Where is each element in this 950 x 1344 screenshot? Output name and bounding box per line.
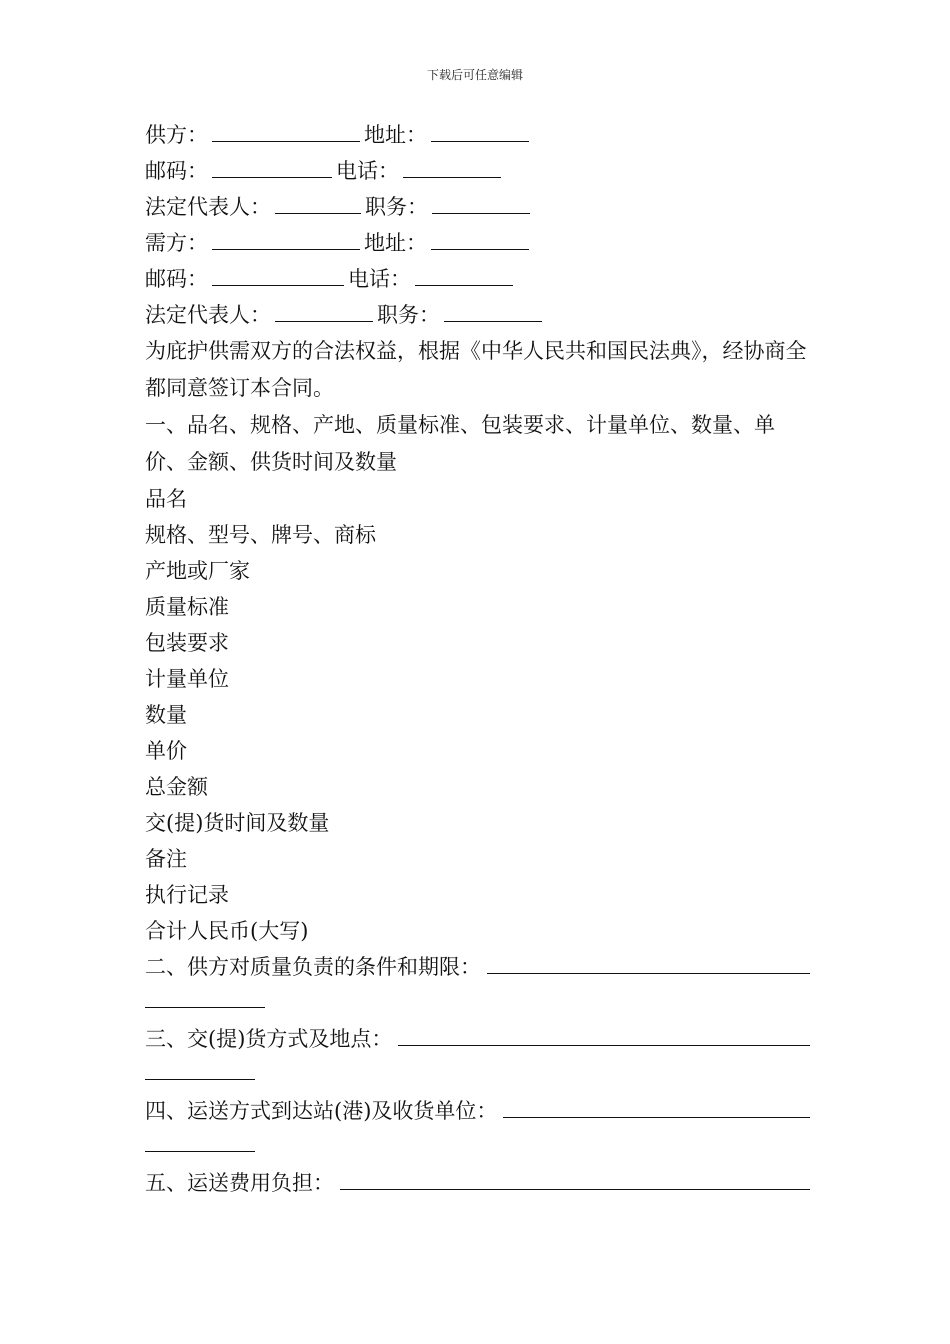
supplier-address-field[interactable] (431, 119, 529, 142)
buyer-postcode-label: 邮码： (145, 267, 208, 291)
section-3-field-cont[interactable] (145, 1057, 255, 1080)
buyer-label: 需方： (145, 231, 208, 255)
supplier-postcode-label: 邮码： (145, 159, 208, 183)
list-item: 总金额 (145, 775, 208, 799)
section-5-row (145, 1165, 810, 1201)
buyer-name-field[interactable] (212, 227, 360, 250)
section-3-continuation (145, 1057, 810, 1093)
section-4-row (145, 1093, 810, 1129)
supplier-rep-field[interactable] (275, 191, 361, 214)
buyer-address-field[interactable] (431, 227, 529, 250)
buyer-position-field[interactable] (444, 299, 542, 322)
contract-body (145, 117, 810, 1201)
list-item: 包装要求 (145, 631, 229, 655)
section-4-continuation (145, 1129, 810, 1165)
section-5-field[interactable] (340, 1167, 810, 1190)
supplier-postcode-field[interactable] (212, 155, 332, 178)
section-5-label: 五、运送费用负担： (145, 1171, 334, 1195)
list-item: 规格、型号、牌号、商标 (145, 523, 376, 547)
buyer-phone-label: 电话： (348, 267, 411, 291)
buyer-rep-field[interactable] (275, 299, 373, 322)
section-2-field[interactable] (487, 951, 810, 974)
supplier-rep-label: 法定代表人： (145, 195, 271, 219)
section-4-label: 四、运送方式到达站(港)及收货单位： (145, 1099, 498, 1123)
section-4-field[interactable] (503, 1095, 810, 1118)
intro-paragraph: 为庇护供需双方的合法权益，根据《中华人民共和国民法典》，经协商全都同意签订本合同。 (145, 339, 807, 400)
section-4-field-cont[interactable] (145, 1129, 255, 1152)
list-item: 执行记录 (145, 883, 229, 907)
supplier-row-1 (145, 117, 810, 153)
supplier-phone-field[interactable] (403, 155, 501, 178)
supplier-position-label: 职务： (365, 195, 428, 219)
section-2-label: 二、供方对质量负责的条件和期限： (145, 955, 481, 979)
buyer-row-2 (145, 261, 810, 297)
section-2-continuation (145, 985, 810, 1021)
list-item: 数量 (145, 703, 187, 727)
list-item: 交(提)货时间及数量 (145, 811, 330, 835)
supplier-name-field[interactable] (212, 119, 360, 142)
list-item: 备注 (145, 847, 187, 871)
supplier-row-2 (145, 153, 810, 189)
section-3-field[interactable] (398, 1023, 810, 1046)
list-item: 计量单位 (145, 667, 229, 691)
list-item: 品名 (145, 487, 187, 511)
section-2-field-cont[interactable] (145, 985, 265, 1008)
supplier-label: 供方： (145, 123, 208, 147)
buyer-rep-label: 法定代表人： (145, 303, 271, 327)
page-header: 下载后可任意编辑 (426, 68, 523, 82)
buyer-row-1 (145, 225, 810, 261)
list-item: 单价 (145, 739, 187, 763)
supplier-phone-label: 电话： (336, 159, 399, 183)
supplier-address-label: 地址： (364, 123, 427, 147)
buyer-row-3 (145, 297, 810, 333)
section-3-row (145, 1021, 810, 1057)
list-item: 产地或厂家 (145, 559, 250, 583)
section-3-label: 三、交(提)货方式及地点： (145, 1027, 393, 1051)
section-1-title: 一、品名、规格、产地、质量标准、包装要求、计量单位、数量、单价、金额、供货时间及数量 (145, 413, 775, 474)
list-item: 合计人民币(大写) (145, 919, 309, 943)
buyer-postcode-field[interactable] (212, 263, 344, 286)
buyer-phone-field[interactable] (415, 263, 513, 286)
supplier-position-field[interactable] (432, 191, 530, 214)
list-item: 质量标准 (145, 595, 229, 619)
buyer-position-label: 职务： (377, 303, 440, 327)
supplier-row-3 (145, 189, 810, 225)
buyer-address-label: 地址： (364, 231, 427, 255)
section-2-row (145, 949, 810, 985)
